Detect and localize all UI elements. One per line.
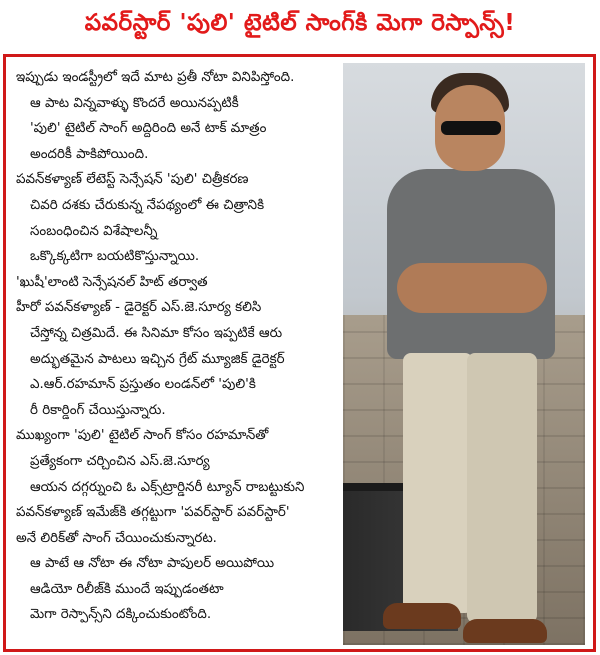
photo-right-shoe xyxy=(463,619,547,643)
article-line: పవన్‌కళ్యాణ్ లేటెస్ట్ సెన్సేషన్ 'పులి' చిత్రీకరణ xyxy=(16,172,249,188)
article-line: ఇప్పుడు ఇండస్ట్రీలో ఇదే మాట ప్రతీ నోటా వినిపిస్తోంది. xyxy=(16,70,295,85)
article-line: అనే లిరిక్‌తో సాంగ్ చేయించుకున్నారట. xyxy=(16,530,217,546)
article-line: ఒక్కొక్కటిగా బయటికొస్తున్నాయి. xyxy=(30,249,200,265)
article-line: చివరి దశకు చేరుకున్న నేపథ్యంలో ఈ చిత్రానికి xyxy=(30,197,265,213)
article-line: సంబంధించిన విశేషాలన్నీ xyxy=(30,223,158,239)
article-line: ఎ.ఆర్.రహమాన్ ప్రస్తుతం లండన్‌లో 'పులి'కి xyxy=(30,377,256,393)
article-line: ఆడియో రిలీజ్‌కి ముందే ఇప్పుడంతటా xyxy=(30,581,224,597)
article-line: అందరికీ పాకిపోయింది. xyxy=(30,146,149,162)
headline: పవర్‌స్టార్ 'పులి' టైటిల్ సాంగ్‌కి మెగా రెస్పాన్స్! xyxy=(84,10,516,36)
photo-crossed-arms xyxy=(397,263,547,313)
photo-left-leg xyxy=(403,353,473,613)
article-line: ఆయన దగ్గర్నుంచి ఓ ఎక్స్‌ట్రార్డినరీ ట్యూన్ రాబట్టుకుని xyxy=(30,479,305,495)
photo-left-shoe xyxy=(383,603,461,629)
article-line: రీ రికార్డింగ్ చేయిస్తున్నారు. xyxy=(30,402,166,418)
article-line: ఆ పాటే ఆ నోటా ఈ నోటా పాపులర్ అయిపోయి xyxy=(30,556,275,572)
article-box xyxy=(3,54,596,652)
article-line: హీరో పవన్‌కళ్యాణ్ - డైరెక్టర్ ఎస్.జె.సూర్య కలిసి xyxy=(16,300,262,316)
article-line: అద్భుతమైన పాటలు ఇచ్చిన గ్రేట్ మ్యూజిక్ డైరెక్టర్ xyxy=(30,351,285,367)
photo-right-leg xyxy=(467,353,537,623)
article-line: ముఖ్యంగా 'పులి' టైటిల్ సాంగ్ కోసం రహమాన్‌తో xyxy=(16,428,269,444)
article-body xyxy=(16,65,351,628)
article-line: 'పులి' టైటిల్ సాంగ్ అద్దిరింది అనే టాక్ మాత్రం xyxy=(30,121,267,137)
article-line: ఆ పాట విన్నవాళ్ళు కొందరే అయినప్పటికీ xyxy=(30,95,239,111)
article-line: ప్రత్యేకంగా చర్చించిన ఎస్.జె.సూర్య xyxy=(30,453,210,469)
actor-photo xyxy=(343,63,585,645)
photo-sunglasses xyxy=(441,121,501,135)
article-line: పవన్‌కళ్యాణ్ ఇమేజ్‌కి తగ్గట్టుగా 'పవర్‌స్టార్ పవర్‌స్టార్' xyxy=(16,505,290,521)
article-line: చేస్తోన్న చిత్రమిదే. ఈ సినిమా కోసం ఇప్పటికే ఆరు xyxy=(30,325,283,341)
article-line: మెగా రెస్పాన్స్‌ని దక్కించుకుంటోంది. xyxy=(30,607,212,623)
article-line: 'ఖుషీ'లాంటి సెన్సేషనల్ హిట్ తర్వాత xyxy=(16,274,208,290)
